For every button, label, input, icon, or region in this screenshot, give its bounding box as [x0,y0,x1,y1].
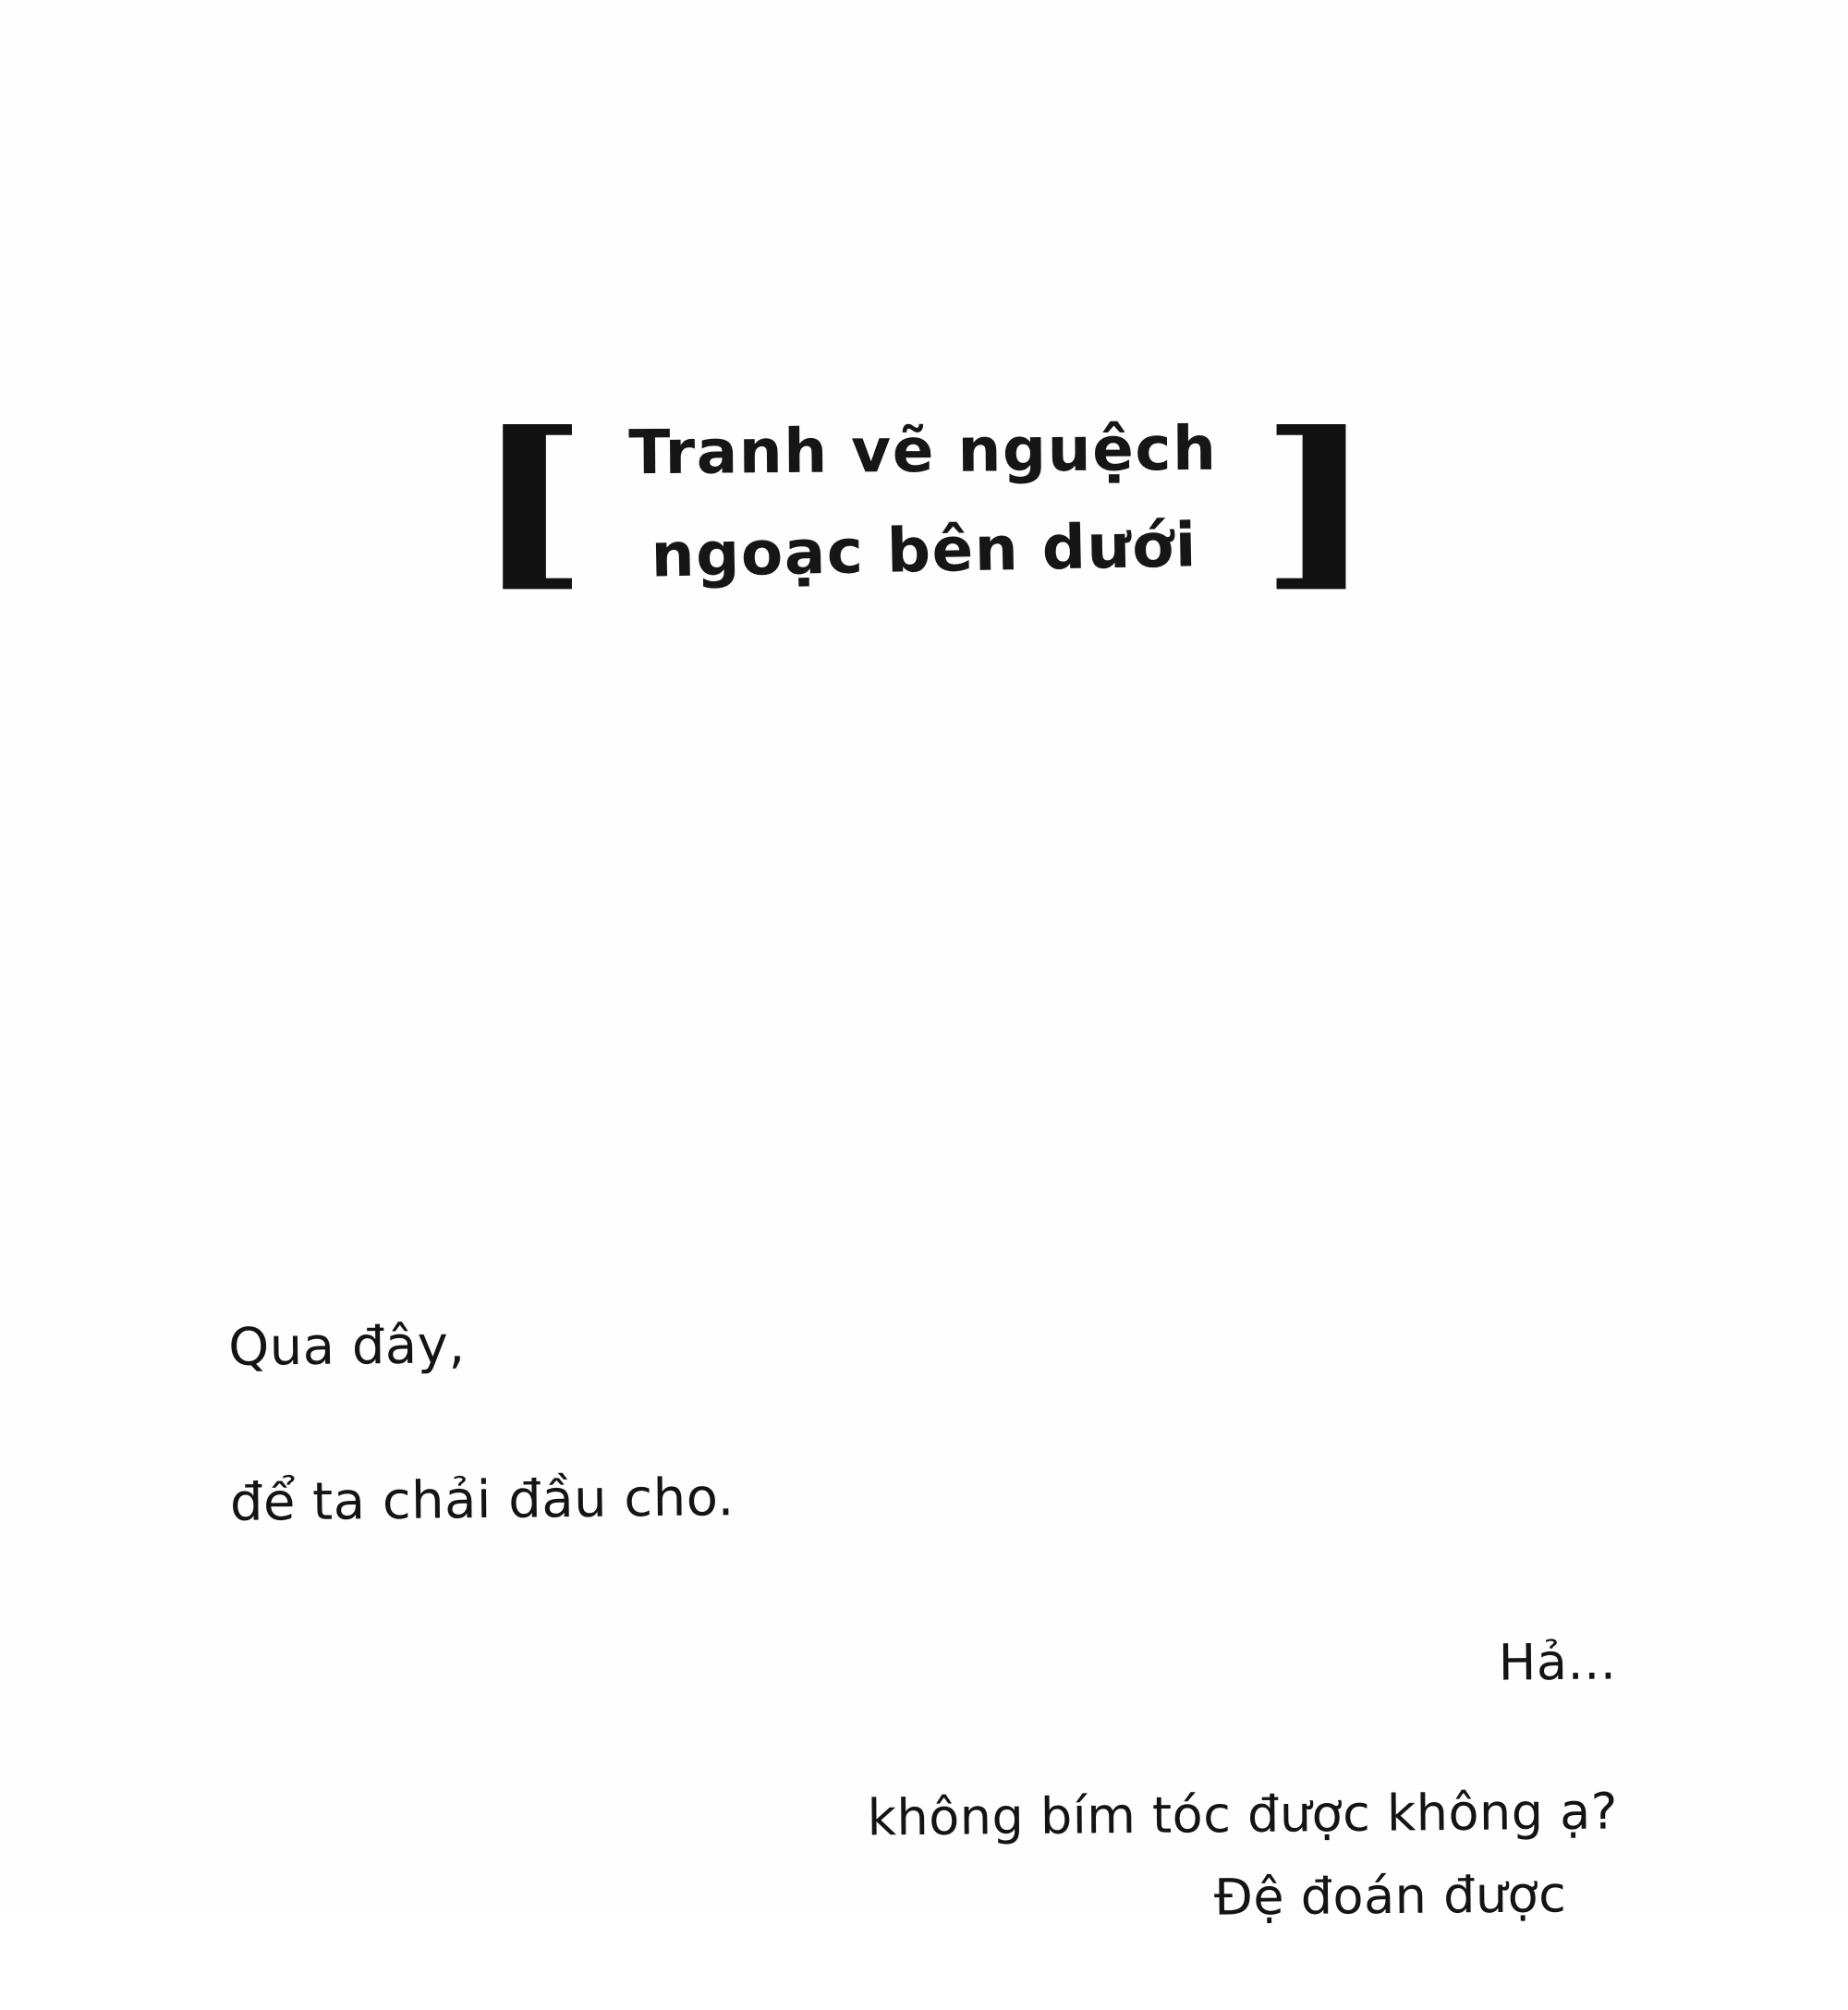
bracket-right-icon: ] [1258,391,1377,609]
dialogue-de-doan-duoc-line-1: Đệ đoán được [1213,1865,1567,1927]
dialogue-qua-day-line-2: để ta chải đầu cho. [229,1468,736,1533]
dialogue-qua-day-line-1: Qua đây, [227,1315,466,1378]
dialogue-ha-line-1: Hả... [1498,1632,1617,1692]
dialogue-ha-line-2: không bím tóc được không ạ? [867,1782,1618,1847]
title-note-line-2: ngoạc bên dưới [650,509,1199,591]
title-note-line-1: Tranh vẽ nguệch [628,412,1219,489]
dialogue-qua-day [227,1226,736,1620]
title-note-block [434,391,1414,609]
bracket-left-icon: [ [471,391,590,609]
dialogue-de-doan-duoc [1213,1782,1567,2009]
title-note-text [628,403,1220,598]
